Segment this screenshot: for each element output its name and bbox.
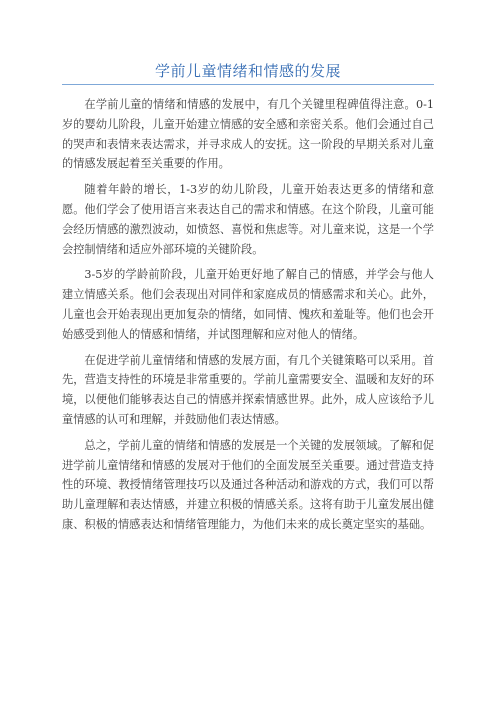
paragraph-5: 总之，学前儿童的情绪和情感的发展是一个关键的发展领域。了解和促进学前儿童情绪和情感的发展对于他们的全面发展至关重要。通过营造支持性的环境、教授情绪管理技巧以及通过各种活动和游戏的方式，我们可以帮助儿童理解和表达情感，并建立积极的情感关系。这将有助于儿童发展出健康、积极的情感表达和情绪管理能力，为他们未来的成长奠定坚实的基础。	[62, 438, 434, 531]
paragraph-2: 随着年龄的增长，1-3岁的幼儿阶段，儿童开始表达更多的情绪和意愿。他们学会了使用语言来表达自己的需求和情感。在这个阶段，儿童可能会经历情感的激烈波动，如愤怒、喜悦和焦虑等。对儿童来说，这是一个学会控制情绪和适应外部环境的关键阶段。	[62, 183, 434, 256]
title-divider	[62, 84, 434, 85]
document-body	[62, 95, 434, 541]
document-title: 学前儿童情绪和情感的发展	[154, 62, 341, 80]
paragraph-4: 在促进学前儿童情绪和情感的发展方面，有几个关键策略可以采用。首先，营造支持性的环境是非常重要的。学前儿童需要安全、温暖和友好的环境，以便他们能够表达自己的情感并探索情感世界。此外，成人应该给予儿童情感的认可和理解，并鼓励他们表达情感。	[62, 353, 434, 426]
paragraph-3: 3-5岁的学龄前阶段，儿童开始更好地了解自己的情感，并学会与他人建立情感关系。他们会表现出对同伴和家庭成员的情感需求和关心。此外，儿童也会开始表现出更加复杂的情绪，如同情、愧疚和羞耻等。他们也会开始感受到他人的情感和情绪，并试图理解和应对他人的情绪。	[62, 268, 434, 341]
paragraph-1: 在学前儿童的情绪和情感的发展中，有几个关键里程碑值得注意。0-1岁的婴幼儿阶段，儿童开始建立情感的安全感和亲密关系。他们会通过自己的哭声和表情来表达需求，并寻求成人的安抚。这一阶段的早期关系对儿童的情感发展起着至关重要的作用。	[62, 98, 434, 171]
